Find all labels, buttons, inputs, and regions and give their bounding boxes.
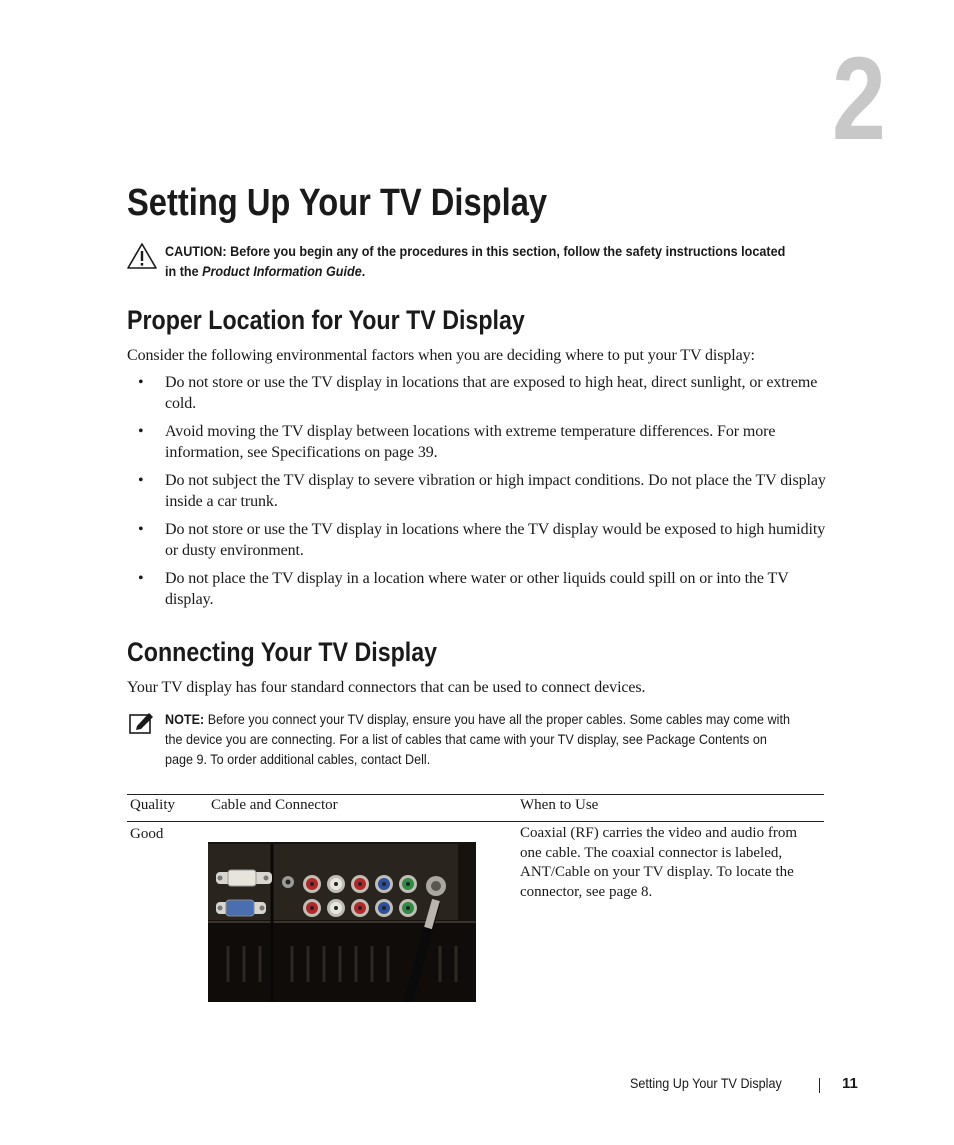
section-heading-location: Proper Location for Your TV Display <box>127 305 525 335</box>
footer-chapter-label: Setting Up Your TV Display <box>630 1075 782 1091</box>
list-item: • Do not store or use the TV display in locations that are exposed to high heat, direct sunlight, or extreme cold. <box>138 374 818 412</box>
table-header-rule <box>127 821 824 822</box>
caution-text: CAUTION: Before you begin any of the procedures in this section, follow the safety instructions located in the Product Information Guide. <box>165 243 786 279</box>
list-item: • Do not place the TV display in a location where water or other liquids could spill on or into the TV display. <box>138 570 789 608</box>
page-number: 11 <box>842 1075 858 1092</box>
warning-icon <box>127 243 157 269</box>
product-information-guide-title: Product Information Guide <box>202 263 362 279</box>
table-header-quality: Quality <box>130 797 175 813</box>
coaxial-connector-photo <box>208 842 476 1002</box>
note-pencil-icon <box>127 711 157 737</box>
connecting-intro: Your TV display has four standard connectors that can be used to connect devices. <box>127 679 646 696</box>
note-text: NOTE: Before you connect your TV display, ensure you have all the proper cables. Some cables may come with the device you are connecting. For a list of cables that came with your TV display, see Package Contents on page 9. To order additional cables, contact Dell. <box>165 711 790 767</box>
location-intro: Consider the following environmental factors when you are deciding where to put your TV display: <box>127 347 755 364</box>
page-title: Setting Up Your TV Display <box>127 182 548 224</box>
list-item: • Do not store or use the TV display in locations where the TV display would be exposed to high humidity or dusty environment. <box>138 521 826 559</box>
footer-divider <box>819 1078 820 1093</box>
when-to-use-cell: Coaxial (RF) carries the video and audio from one cable. The coaxial connector is labeled, ANT/Cable on your TV display. To locate the connector, see page 8. <box>520 825 798 900</box>
location-factors-list <box>127 372 827 617</box>
table-header-when: When to Use <box>520 797 599 813</box>
quality-cell: Good <box>130 826 164 842</box>
section-heading-connecting: Connecting Your TV Display <box>127 637 438 667</box>
table-header-cable: Cable and Connector <box>211 797 338 813</box>
chapter-number: 2 <box>832 33 886 165</box>
list-item: • Do not subject the TV display to severe vibration or high impact conditions. Do not place the TV display inside a car trunk. <box>138 472 826 510</box>
note-label: NOTE: <box>165 711 205 727</box>
list-item: • Avoid moving the TV display between locations with extreme temperature differences. For more information, see Specifications on page 39. <box>138 423 776 461</box>
caution-label: CAUTION: <box>165 243 227 259</box>
